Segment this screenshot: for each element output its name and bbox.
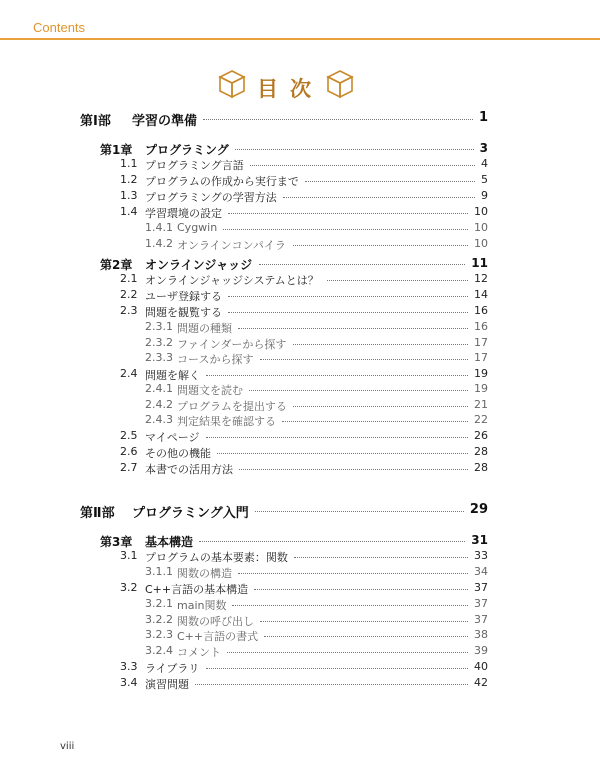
toc-entry[interactable] [0, 502, 600, 521]
toc-entry-page: 28 [474, 445, 488, 458]
toc-entry-number: 1.4.1 [145, 221, 173, 234]
toc-entry-number: 1.4.2 [145, 237, 173, 250]
toc-entry-page: 22 [474, 413, 488, 426]
toc-entry-number: 2.4 [120, 367, 138, 380]
toc-leader-dots [228, 296, 468, 297]
toc-leader-dots [203, 119, 473, 120]
toc-entry-page: 38 [474, 628, 488, 641]
toc-entry-number: 第Ⅰ部 [80, 114, 111, 129]
toc-entry[interactable] [0, 320, 600, 336]
toc-leader-dots [228, 213, 468, 214]
toc-entry-title: 問題の種類 [177, 322, 232, 335]
toc-entry[interactable] [0, 628, 600, 644]
toc-entry-number: 2.2 [120, 288, 138, 301]
toc-entry[interactable] [0, 221, 600, 237]
toc-entry-page: 29 [469, 502, 488, 517]
toc-entry-title: ライブラリ [145, 662, 200, 675]
toc-entry-page: 16 [474, 320, 488, 333]
toc-entry[interactable] [0, 565, 600, 581]
toc-leader-dots [260, 621, 468, 622]
toc-entry-number: 2.4.1 [145, 382, 173, 395]
toc-entry-title: 演習問題 [145, 678, 189, 691]
toc-entry-title: コメント [177, 646, 221, 659]
toc-entry-number: 第1章 [100, 143, 133, 157]
toc-entry-number: 2.1 [120, 272, 138, 285]
toc-entry-number: 3.1 [120, 549, 138, 562]
toc-entry[interactable] [0, 157, 600, 173]
toc-entry-number: 3.3 [120, 660, 138, 673]
page-number: viii [60, 741, 75, 752]
toc-entry-page: 21 [474, 398, 488, 411]
toc-entry-title: マイページ [145, 431, 200, 444]
toc-entry-page: 12 [474, 272, 488, 285]
title-block [0, 65, 600, 105]
toc-entry[interactable] [0, 533, 600, 549]
toc-entry-title: 基本構造 [145, 535, 194, 549]
toc-entry-title: プログラムの作成から実行まで [145, 175, 299, 188]
toc-entry-number: 3.4 [120, 676, 138, 689]
toc-entry-title: 問題文を読む [177, 384, 243, 397]
toc-entry-page: 4 [481, 157, 488, 170]
cube-icon [326, 69, 354, 99]
toc-entry-title: C++言語の書式 [177, 630, 259, 643]
toc-leader-dots [250, 165, 475, 166]
toc-entry-number: 2.3.2 [145, 336, 173, 349]
toc-entry-page: 16 [474, 304, 488, 317]
toc-entry-page: 42 [474, 676, 488, 689]
toc-leader-dots [254, 589, 468, 590]
toc-entry-page: 34 [474, 565, 488, 578]
toc-entry[interactable] [0, 336, 600, 352]
toc-entry-title: オンラインジャッジシステムとは？ [145, 274, 319, 287]
toc-entry-title: プログラムを提出する [177, 400, 287, 413]
toc-entry-title: Cygwin [177, 221, 218, 234]
toc-entry[interactable] [0, 413, 600, 429]
toc-leader-dots [294, 557, 468, 558]
toc-entry[interactable] [0, 676, 600, 692]
toc-entry-number: 3.2.2 [145, 613, 173, 626]
toc-entry-title: コースから探す [177, 353, 254, 366]
toc-entry-number: 1.3 [120, 189, 138, 202]
toc-entry-title: オンラインジャッジ [145, 258, 253, 272]
toc-leader-dots [227, 652, 468, 653]
toc-entry[interactable] [0, 272, 600, 288]
toc-entry[interactable] [0, 367, 600, 383]
toc-entry-title: プログラミング入門 [132, 506, 249, 521]
toc-entry-number: 2.3.1 [145, 320, 173, 333]
toc-leader-dots [206, 437, 468, 438]
toc-entry[interactable] [0, 644, 600, 660]
toc-leader-dots [199, 541, 465, 542]
toc-entry-page: 26 [474, 429, 488, 442]
toc-entry-page: 37 [474, 597, 488, 610]
toc-entry-page: 28 [474, 461, 488, 474]
toc-leader-dots [255, 511, 464, 512]
toc-entry[interactable] [0, 304, 600, 320]
toc-entry-number: 2.7 [120, 461, 138, 474]
toc-entry-title: 本書での活用方法 [145, 463, 233, 476]
toc-leader-dots [293, 245, 468, 246]
toc-entry-page: 17 [474, 336, 488, 349]
toc-leader-dots [238, 573, 468, 574]
toc-leader-dots [217, 453, 468, 454]
toc-entry-number: 3.1.1 [145, 565, 173, 578]
toc-entry-page: 39 [474, 644, 488, 657]
toc-entry[interactable] [0, 549, 600, 565]
cube-icon [218, 69, 246, 99]
toc-entry-title: ユーザ登録する [145, 290, 222, 303]
toc-entry-page: 37 [474, 613, 488, 626]
toc-entry-title: C++言語の基本構造 [145, 583, 249, 596]
toc-entry[interactable] [0, 173, 600, 189]
toc-entry-title: main関数 [177, 599, 227, 612]
toc-entry-page: 31 [471, 533, 488, 547]
toc-entry-title: オンラインコンパイラ [177, 239, 286, 252]
toc-entry[interactable] [0, 288, 600, 304]
toc-entry-page: 10 [474, 237, 488, 250]
toc-entry[interactable] [0, 351, 600, 367]
toc-leader-dots [206, 375, 468, 376]
toc-leader-dots [206, 668, 468, 669]
toc-entry[interactable] [0, 660, 600, 676]
toc-entry-page: 5 [481, 173, 488, 186]
toc-entry-number: 第3章 [100, 535, 133, 549]
toc-entry-title: プログラミング [145, 143, 229, 157]
toc-leader-dots [283, 197, 475, 198]
toc-entry[interactable] [0, 141, 600, 157]
toc-entry-number: 3.2.1 [145, 597, 173, 610]
toc-leader-dots [305, 181, 475, 182]
toc-entry[interactable] [0, 445, 600, 461]
toc-entry-title: 学習環境の設定 [145, 207, 222, 220]
toc-leader-dots [259, 264, 465, 265]
toc-entry-page: 19 [474, 367, 488, 380]
toc-entry-title: プログラミングの学習方法 [145, 191, 277, 204]
toc-entry-number: 2.3.3 [145, 351, 173, 364]
toc-entry[interactable] [0, 205, 600, 221]
toc-entry-page: 40 [474, 660, 488, 673]
toc-entry-page: 37 [474, 581, 488, 594]
toc-leader-dots [264, 636, 468, 637]
toc-leader-dots [293, 406, 468, 407]
toc-entry-page: 14 [474, 288, 488, 301]
toc-entry-number: 1.2 [120, 173, 138, 186]
toc-leader-dots [260, 359, 468, 360]
toc-entry[interactable] [0, 237, 600, 253]
toc-entry-number: 2.3 [120, 304, 138, 317]
toc-entry-page: 11 [471, 256, 488, 270]
toc-leader-dots [327, 280, 468, 281]
toc-entry-number: 3.2 [120, 581, 138, 594]
toc-leader-dots [239, 469, 468, 470]
toc-entry-number: 2.4.2 [145, 398, 173, 411]
toc-entry-title: 判定結果を確認する [177, 415, 276, 428]
toc-entry[interactable] [0, 382, 600, 398]
toc-leader-dots [223, 229, 468, 230]
toc-entry[interactable] [0, 110, 600, 129]
running-header [0, 0, 600, 40]
toc-entry[interactable] [0, 256, 600, 272]
toc-entry-number: 3.2.4 [145, 644, 173, 657]
toc-entry-title: プログラミング言語 [145, 159, 244, 172]
toc-entry-page: 9 [481, 189, 488, 202]
toc-leader-dots [238, 328, 468, 329]
toc-entry-page: 19 [474, 382, 488, 395]
toc-leader-dots [228, 312, 468, 313]
toc-entry[interactable] [0, 461, 600, 477]
toc-entry-number: 3.2.3 [145, 628, 173, 641]
running-header-label: Contents [33, 20, 86, 35]
toc-entry-number: 第Ⅱ部 [80, 506, 115, 521]
toc-leader-dots [293, 344, 468, 345]
toc-entry-page: 10 [474, 205, 488, 218]
page-title: 目次 [257, 77, 323, 101]
toc-leader-dots [235, 149, 474, 150]
toc-entry-page: 17 [474, 351, 488, 364]
toc-entry-title: 関数の構造 [177, 567, 232, 580]
toc-entry[interactable] [0, 581, 600, 597]
toc-entry-title: プログラムの基本要素：関数 [145, 551, 288, 564]
toc-entry-number: 1.1 [120, 157, 138, 170]
toc-entry-page: 10 [474, 221, 488, 234]
toc-entry-number: 第2章 [100, 258, 133, 272]
toc-leader-dots [195, 684, 468, 685]
toc-entry-title: 関数の呼び出し [177, 615, 254, 628]
toc-entry[interactable] [0, 429, 600, 445]
toc-entry-title: その他の機能 [145, 447, 211, 460]
toc-entry[interactable] [0, 597, 600, 613]
toc-entry-title: 問題を観覧する [145, 306, 222, 319]
toc-entry-title: 学習の準備 [132, 114, 198, 129]
toc-entry-number: 2.4.3 [145, 413, 173, 426]
toc-leader-dots [232, 605, 468, 606]
toc-entry-page: 1 [478, 110, 488, 125]
toc-entry[interactable] [0, 398, 600, 414]
toc-entry-number: 1.4 [120, 205, 138, 218]
toc-leader-dots [282, 421, 468, 422]
toc-entry-page: 33 [474, 549, 488, 562]
toc-entry-number: 2.5 [120, 429, 138, 442]
toc-entry-title: ファインダーから探す [177, 338, 287, 351]
toc-entry-number: 2.6 [120, 445, 138, 458]
header-rule [0, 38, 600, 40]
toc-entry-page: 3 [479, 141, 488, 155]
toc-entry-title: 問題を解く [145, 369, 200, 382]
toc-entry[interactable] [0, 189, 600, 205]
toc-entry[interactable] [0, 613, 600, 629]
toc-leader-dots [249, 390, 468, 391]
